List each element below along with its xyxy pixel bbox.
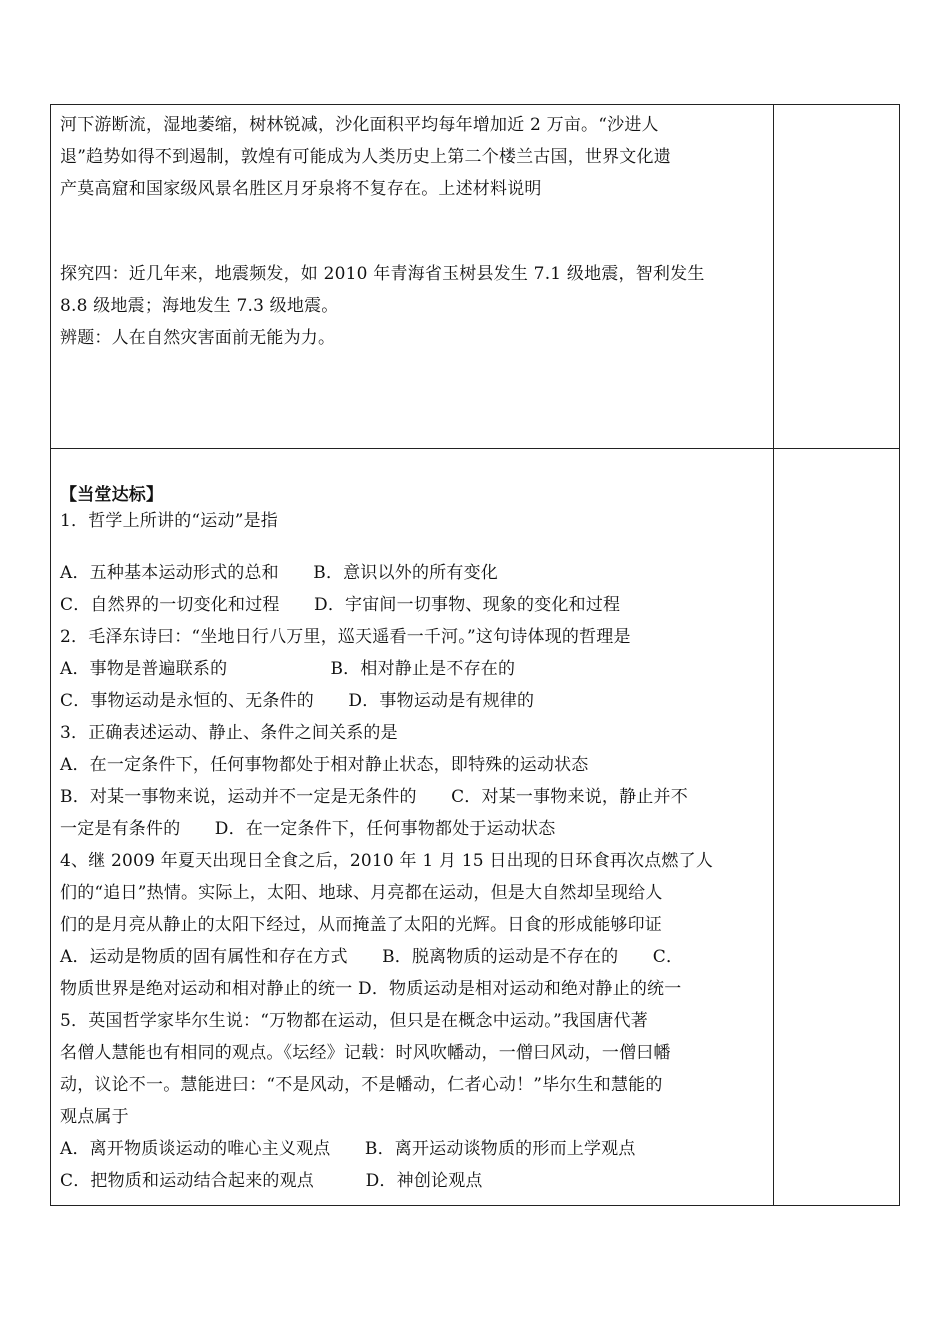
- text-line: 探究四：近几年来，地震频发，如 2010 年青海省玉树县发生 7.1 级地震，智利发生: [60, 264, 705, 284]
- question-line: 4、继 2009 年夏天出现日全食之后，2010 年 1 月 15 日出现的日环食再次点燃了人: [60, 851, 714, 871]
- text-line: 河下游断流，湿地萎缩，树林锐减，沙化面积平均每年增加近 2 万亩。“沙进人: [60, 115, 659, 135]
- question-line: C．自然界的一切变化和过程 D．宇宙间一切事物、现象的变化和过程: [60, 595, 621, 615]
- question-line: B．对某一事物来说，运动并不一定是无条件的 C．对某一事物来说，静止并不: [60, 787, 688, 807]
- question-line: 一定是有条件的 D．在一定条件下，任何事物都处于运动状态: [60, 819, 556, 839]
- question-line: C．把物质和运动结合起来的观点 D．神创论观点: [60, 1171, 483, 1191]
- question-line: A．五种基本运动形式的总和 B．意识以外的所有变化: [60, 563, 498, 583]
- text-line: 8.8 级地震；海地发生 7.3 级地震。: [60, 296, 339, 316]
- row-divider: [50, 448, 900, 449]
- question-line: 们的是月亮从静止的太阳下经过，从而掩盖了太阳的光辉。日食的形成能够印证: [60, 915, 662, 935]
- question-line: 1．哲学上所讲的“运动”是指: [60, 511, 278, 531]
- question-line: A．运动是物质的固有属性和存在方式 B．脱离物质的运动是不存在的 C．: [60, 947, 684, 967]
- question-line: 5．英国哲学家毕尔生说：“万物都在运动，但只是在概念中运动。”我国唐代著: [60, 1011, 648, 1031]
- question-line: A．在一定条件下，任何事物都处于相对静止状态，即特殊的运动状态: [60, 755, 589, 775]
- question-line: 物质世界是绝对运动和相对静止的统一 D．物质运动是相对运动和绝对静止的统一: [60, 979, 682, 999]
- text-line: 辨题：人在自然灾害面前无能为力。: [60, 328, 336, 348]
- question-line: 动，议论不一。慧能进曰：“不是风动，不是幡动，仁者心动！”毕尔生和慧能的: [60, 1075, 663, 1095]
- section-heading: 【当堂达标】: [60, 485, 164, 505]
- question-line: 2．毛泽东诗曰：“坐地日行八万里，巡天遥看一千河。”这句诗体现的哲理是: [60, 627, 631, 647]
- question-line: A．离开物质谈运动的唯心主义观点 B．离开运动谈物质的形而上学观点: [60, 1139, 636, 1159]
- question-line: 名僧人慧能也有相同的观点。《坛经》记载：时风吹幡动，一僧曰风动，一僧曰幡: [60, 1043, 671, 1063]
- column-divider: [773, 104, 774, 1206]
- question-line: A．事物是普遍联系的 B．相对静止是不存在的: [60, 659, 516, 679]
- question-line: C．事物运动是永恒的、无条件的 D．事物运动是有规律的: [60, 691, 535, 711]
- question-line: 3．正确表述运动、静止、条件之间关系的是: [60, 723, 398, 743]
- text-line: 产莫高窟和国家级风景名胜区月牙泉将不复存在。上述材料说明: [60, 179, 542, 199]
- text-line: 退”趋势如得不到遏制，敦煌有可能成为人类历史上第二个楼兰古国，世界文化遗: [60, 147, 671, 167]
- question-line: 观点属于: [60, 1107, 129, 1127]
- question-line: 们的“追日”热情。实际上，太阳、地球、月亮都在运动，但是大自然却呈现给人: [60, 883, 663, 903]
